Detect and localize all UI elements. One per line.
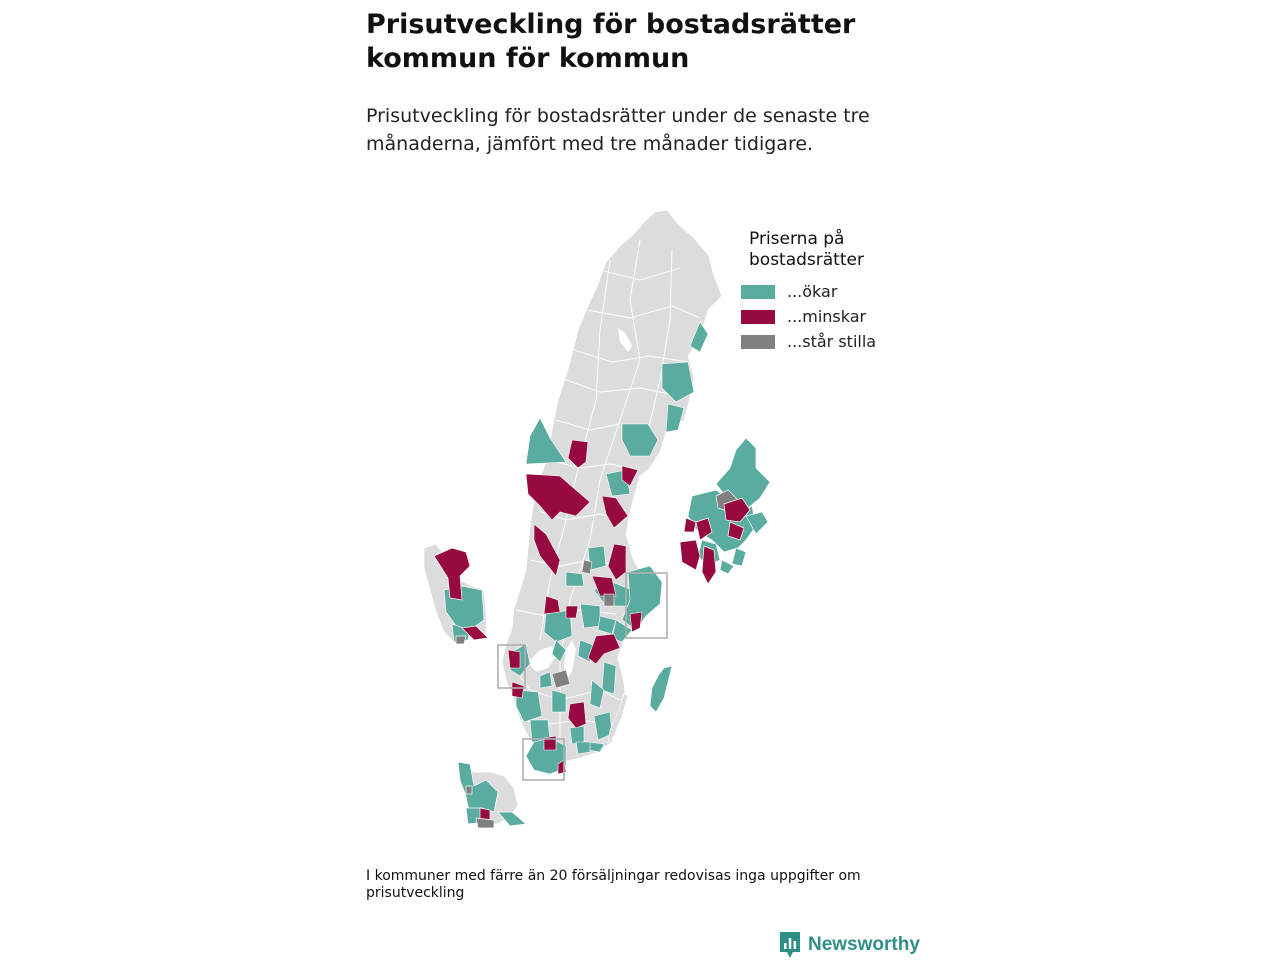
newsworthy-logo-icon [778,931,802,959]
inset-malmo [458,762,526,828]
legend-item-minskar [741,304,911,329]
map-legend [741,229,911,354]
legend-label-minskar: ...minskar [787,307,867,326]
brand [778,931,920,959]
legend-swatch-minskar [741,310,775,324]
legend-label-star-stilla: ...står stilla [787,332,877,351]
legend-title: Priserna på bostadsrätter [749,229,864,270]
legend-swatch-star-stilla [741,335,775,349]
brand-name: Newsworthy [808,934,920,955]
legend-swatch-okar [741,285,775,299]
legend-label-okar: ...ökar [787,282,838,301]
footnote: I kommuner med färre än 20 försäljningar redovisas inga uppgifter om prisutveckling [366,868,861,901]
legend-item-okar [741,279,911,304]
gotland [650,666,672,712]
inset-goteborg [424,544,488,644]
inset-stockholm [680,438,770,584]
page-subtitle: Prisutveckling för bostadsrätter under de senaste tre månaderna, jämfört med tre månader tidigare. [366,105,870,155]
legend-item-star-stilla [741,329,911,354]
page-title: Prisutveckling för bostadsrätter kommun för kommun [366,9,856,74]
